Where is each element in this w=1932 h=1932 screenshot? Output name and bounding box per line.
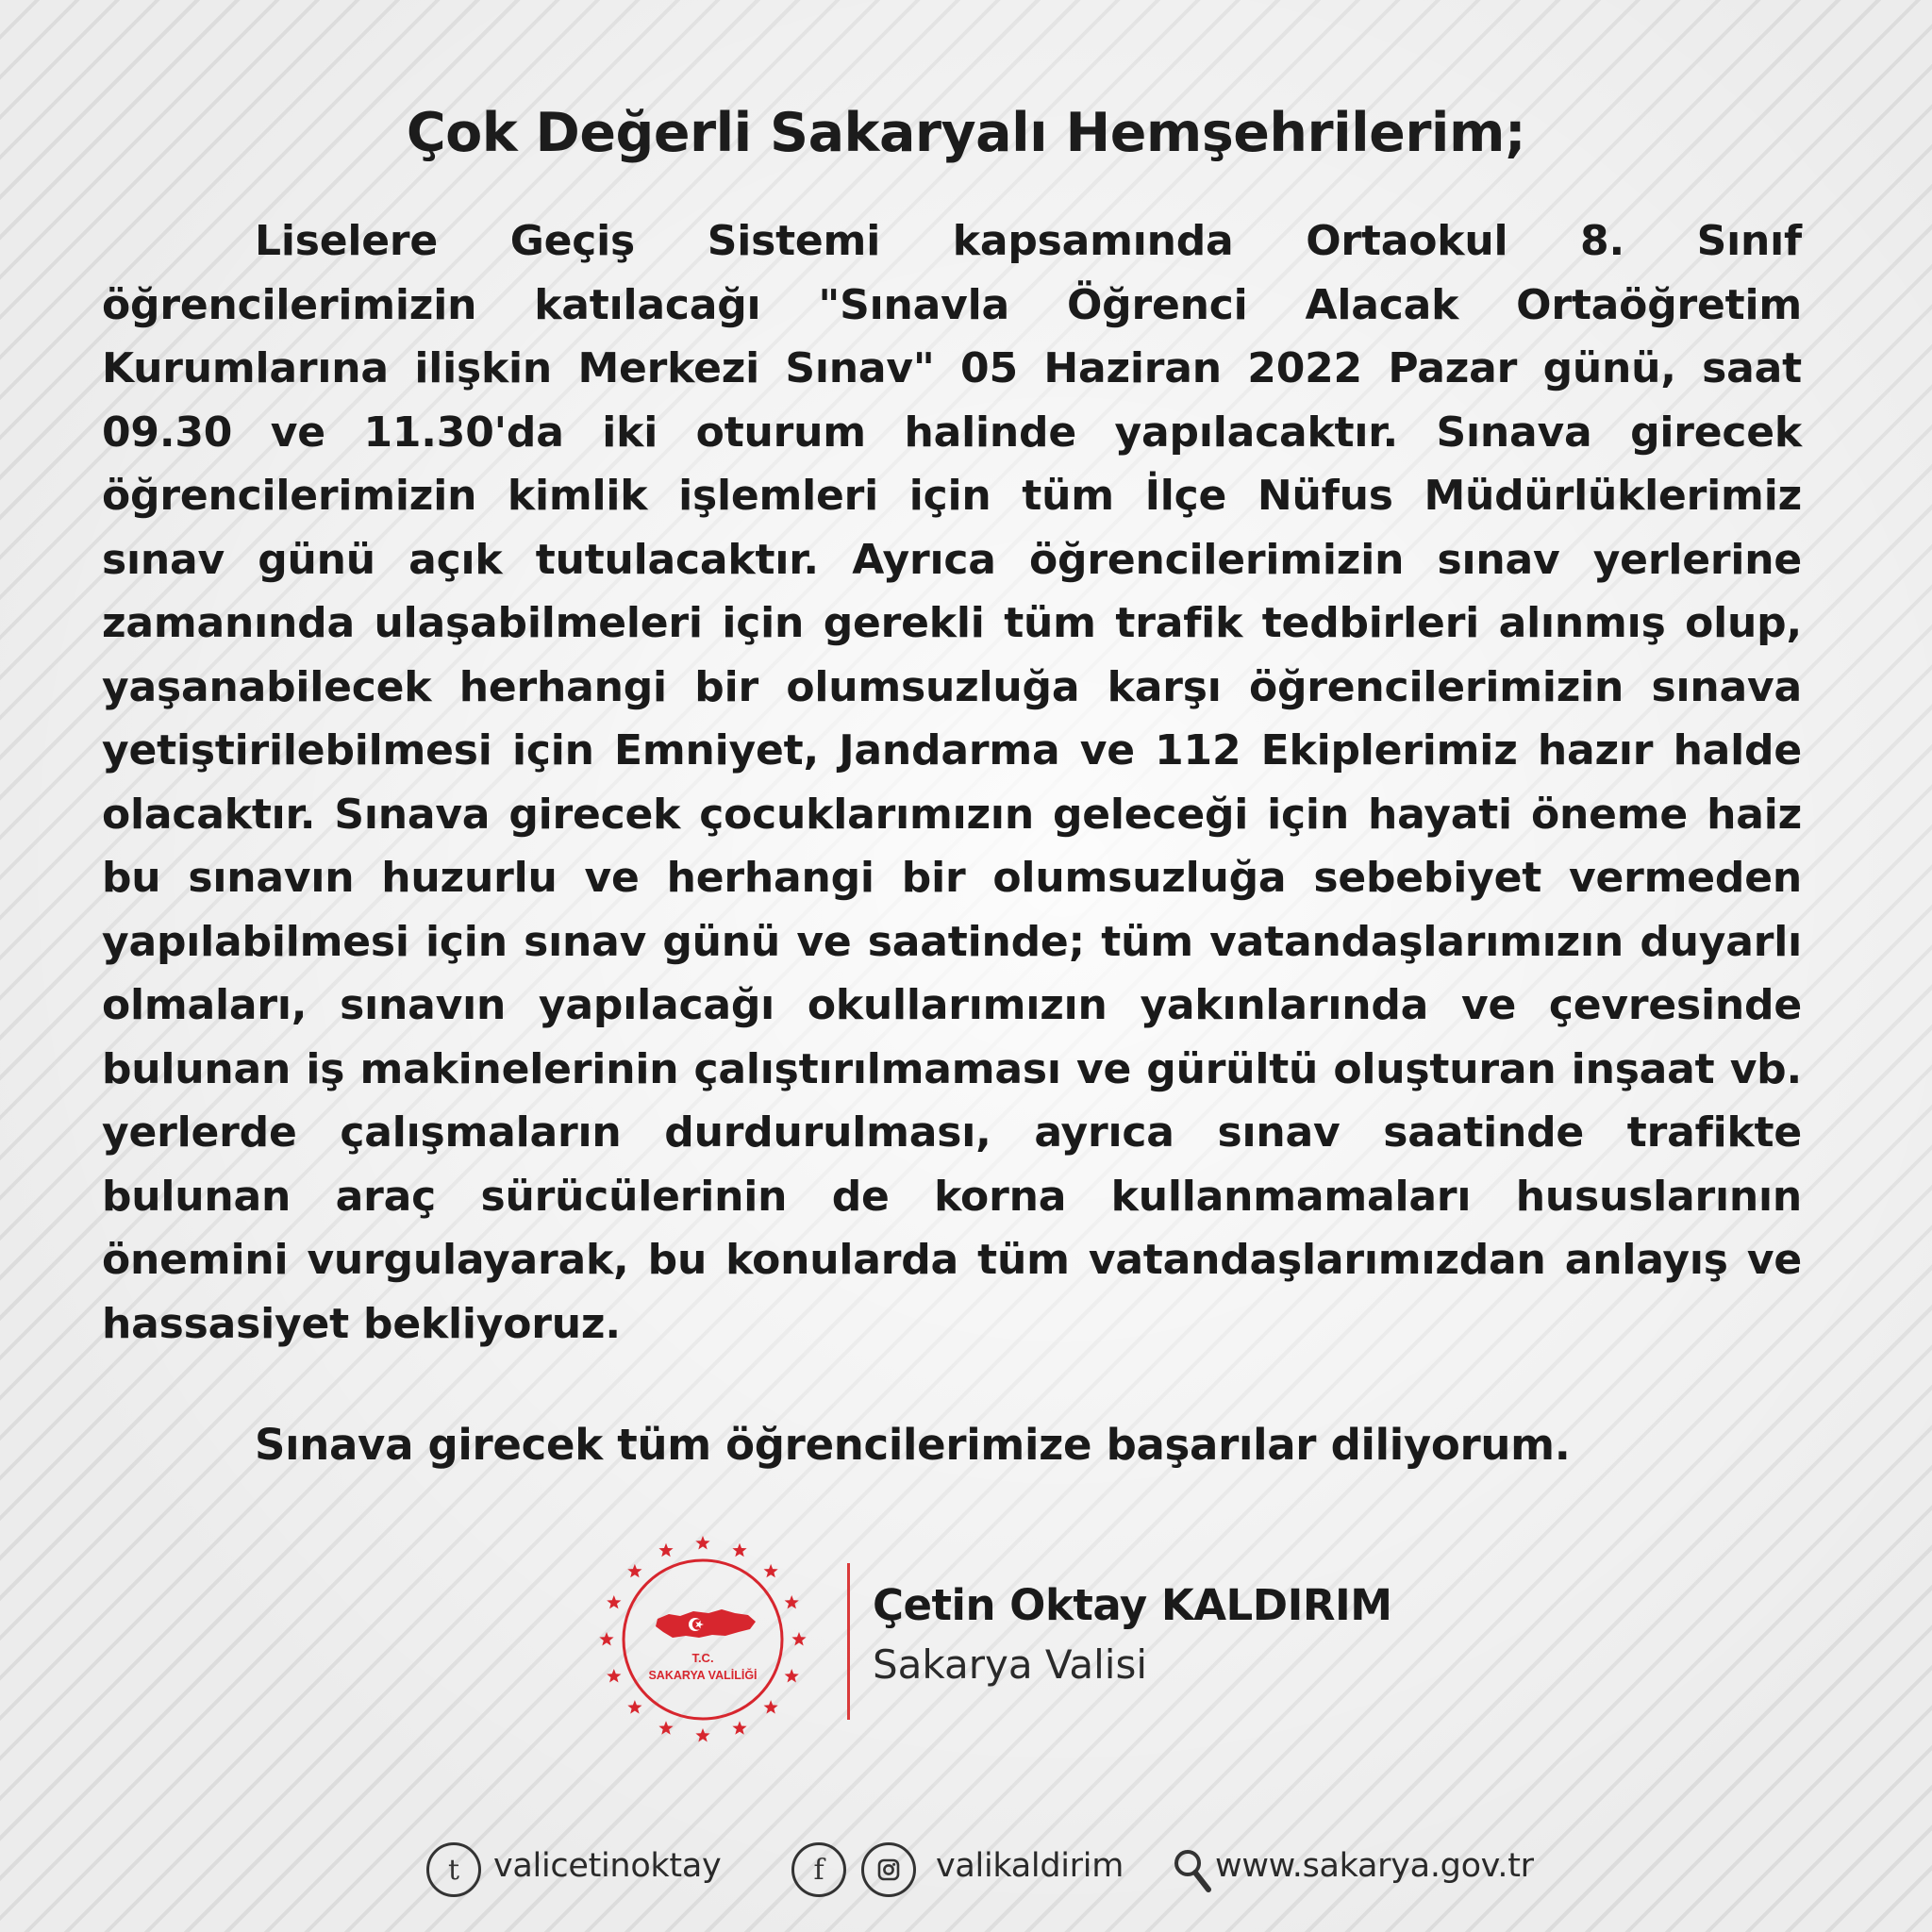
- seal-name-text: SAKARYA VALİLİĞİ: [648, 1669, 758, 1682]
- seal-star-icon: [599, 1632, 613, 1646]
- social-handle[interactable]: valikaldirim: [936, 1847, 1124, 1885]
- seal-star-icon: [607, 1595, 621, 1608]
- page-title: Çok Değerli Sakaryalı Hemşehrilerim;: [406, 102, 1526, 164]
- announcement-text: Liselere Geçiş Sistemi kapsamında Ortaokul 8. Sınıf öğrencilerimizin katılacağı "Sınavla Öğrenci Alacak Ortaöğretim Kurumlarına ilişkin Merkezi Sınav" 05 Haziran 2022 Pazar günü, saat 09.30 ve 11.30'da iki oturum halinde yapılacaktır. Sınava girecek öğrencilerimizin kimlik işlemleri için tüm İlçe Nüfus Müdürlüklerimiz sınav günü açık tutulacaktır. Ayrıca öğrencilerimizin sınav yerlerine zamanında ulaşabilmeleri için gerekli tüm trafik tedbirleri alınmış olup, yaşanabilecek herhangi bir olumsuzluğa karşı öğrencilerimizin sınava yetiştirilebilmesi için Emniyet, Jandarma ve 112 Ekiplerimiz hazır halde olacaktır. Sınava girecek çocuklarımızın geleceği için hayati öneme haiz bu sınavın huzurlu ve herhangi bir olumsuzluğa sebebiyet vermeden yapılabilmesi için sınav günü ve saatinde; tüm vatandaşlarımızın duyarlı olmaları, sınavın yapılacağı okullarımızın yakınlarında ve çevresinde bulunan iş makinelerinin çalıştırılmaması ve gürültü oluşturan inşaat vb. yerlerde çalışmaların durdurulması, ayrıca sınav saatinde trafikte bulunan araç sürücülerinin de korna kullanmamaları hususlarının önemini vurgulayarak, bu konularda tüm vatandaşlarımızdan anlayış ve hassasiyet bekliyoruz.: [102, 217, 1802, 1348]
- seal-star-icon: [764, 1564, 778, 1577]
- seal-star-icon: [627, 1700, 641, 1714]
- seal-star-icon: [791, 1632, 806, 1646]
- facebook-icon[interactable]: f: [791, 1842, 846, 1897]
- seal-star-icon: [785, 1669, 799, 1683]
- seal-star-icon: [607, 1669, 621, 1683]
- turkey-map-icon: [656, 1609, 756, 1638]
- twitter-icon[interactable]: t: [426, 1842, 481, 1897]
- search-icon: [1172, 1847, 1213, 1896]
- footer-bar: [0, 1840, 1932, 1906]
- seal-star-icon: [658, 1543, 673, 1557]
- twitter-handle[interactable]: valicetinoktay: [493, 1847, 722, 1885]
- closing-wish: Sınava girecek tüm öğrencilerimize başarılar diliyorum.: [255, 1420, 1571, 1470]
- seal-star-icon: [658, 1721, 673, 1735]
- signature-divider: [847, 1563, 850, 1720]
- seal-star-icon: [764, 1700, 778, 1714]
- seal-star-icon: [695, 1728, 709, 1742]
- seal-star-icon: [695, 1536, 709, 1550]
- seal-tc-text: T.C.: [691, 1651, 714, 1665]
- signer-name: Çetin Oktay KALDIRIM: [873, 1580, 1392, 1630]
- signer-title: Sakarya Valisi: [873, 1641, 1148, 1688]
- seal-star-icon: [732, 1543, 746, 1557]
- website-link[interactable]: www.sakarya.gov.tr: [1215, 1847, 1534, 1885]
- seal-star-icon: [785, 1595, 799, 1608]
- seal-star-icon: [627, 1564, 641, 1577]
- announcement-body: [102, 209, 1802, 1356]
- seal-star-icon: [732, 1721, 746, 1735]
- sakarya-governorship-seal: [590, 1526, 816, 1753]
- seal-star-ring: [599, 1536, 806, 1742]
- instagram-icon[interactable]: [861, 1842, 916, 1897]
